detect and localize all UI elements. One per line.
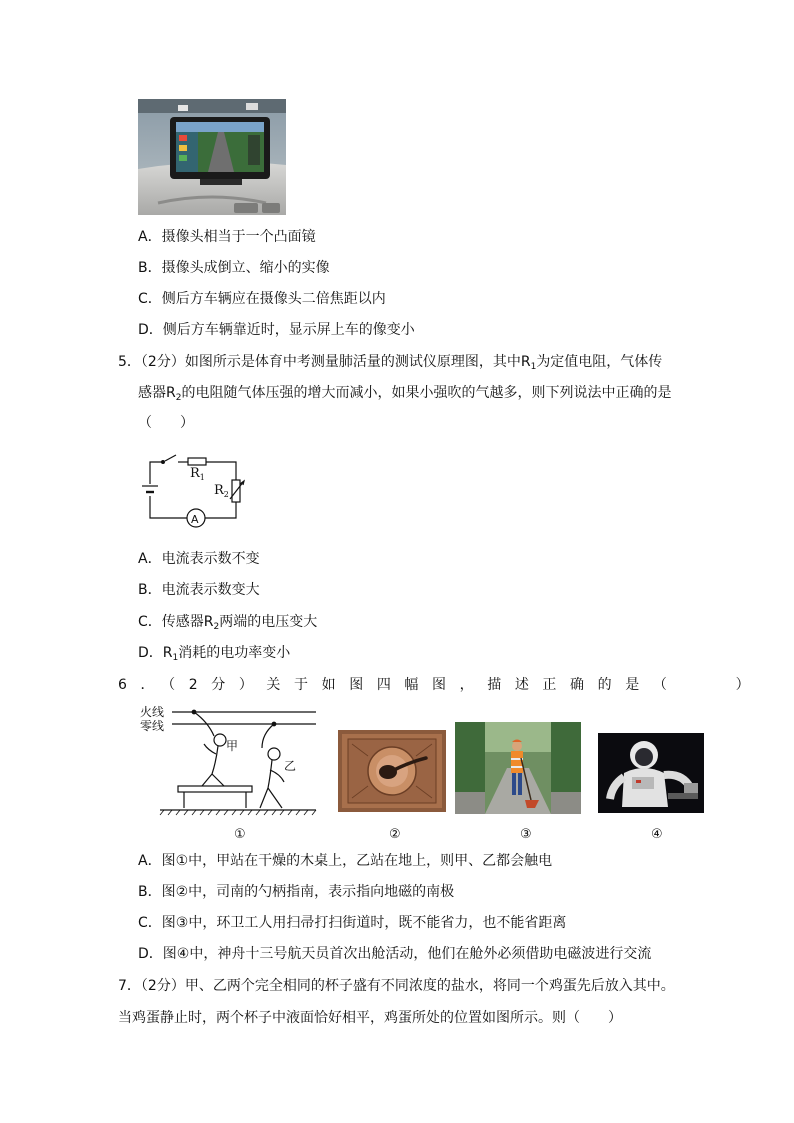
q5-text: 的电阻随气体压强的增大而减小，如果小强吹的气越多，则下列说法中正确的是 — [181, 385, 672, 401]
q5-text: 感器R — [138, 385, 176, 401]
q5-option-a: A．电流表示数不变 — [138, 551, 260, 567]
figure-1-label: ① — [234, 827, 246, 842]
q4-option-c: C．侧后方车辆应在摄像头二倍焦距以内 — [138, 291, 386, 307]
q5-option-c — [138, 612, 317, 637]
figure-4-astronaut — [598, 733, 704, 813]
subscript: 1 — [172, 653, 179, 663]
q5-text: 为定值电阻，气体传 — [536, 354, 663, 370]
live-wire-label: 火线 — [140, 705, 165, 719]
q5-option-d — [138, 643, 290, 668]
q6-option-a: A．图①中，甲站在干燥的木桌上，乙站在地上，则甲、乙都会触电 — [138, 853, 553, 869]
circuit-diagram — [138, 448, 258, 534]
q5-answer-blank: （ ） — [138, 415, 194, 431]
subscript: 2 — [175, 393, 182, 403]
option-text: D．R — [138, 645, 173, 661]
q5-option-b: B．电流表示数变大 — [138, 582, 260, 598]
q7-stem-line2: 当鸡蛋静止时，两个杯子中液面恰好相平，鸡蛋所处的位置如图所示。则（ ） — [118, 1010, 622, 1026]
q6-stem: 6．（2分）关于如图四幅图，描述正确的是（ ） — [118, 677, 764, 693]
ammeter-label: A — [191, 513, 199, 526]
q4-option-a: A．摄像头相当于一个凸面镜 — [138, 229, 316, 245]
figure-3-street-sweeper — [455, 722, 581, 814]
subscript: 1 — [530, 362, 537, 372]
person-yi-label: 乙 — [284, 759, 297, 773]
q7-stem-line1: 7．（2分）甲、乙两个完全相同的杯子盛有不同浓度的盐水，将同一个鸡蛋先后放入其中。 — [118, 978, 675, 994]
q5-stem-line1 — [118, 352, 662, 377]
q6-option-c: C．图③中，环卫工人用扫帚打扫街道时，既不能省力，也不能省距离 — [138, 915, 567, 931]
dashboard-camera-photo — [138, 99, 286, 215]
neutral-wire-label: 零线 — [140, 719, 165, 733]
q5-number: 5． — [118, 354, 141, 370]
q5-score: （2分） — [140, 354, 185, 370]
r1-label: $R_1$ — [190, 466, 205, 482]
figure-2-sinan-compass — [338, 730, 446, 812]
q5-text: 如图所示是体育中考测量肺活量的测试仪原理图，其中R — [184, 354, 531, 370]
option-text: 两端的电压变大 — [219, 614, 318, 630]
q4-option-b: B．摄像头成倒立、缩小的实像 — [138, 260, 330, 276]
q6-option-b: B．图②中，司南的勺柄指南，表示指向地磁的南极 — [138, 884, 455, 900]
figure-4-label: ④ — [651, 827, 663, 842]
figure-2-label: ② — [389, 827, 401, 842]
r2-label: $R_2$ — [214, 483, 229, 499]
q5-stem-line2 — [138, 383, 671, 408]
option-text: 消耗的电功率变小 — [178, 645, 291, 661]
q4-option-d: D．侧后方车辆靠近时，显示屏上车的像变小 — [138, 322, 415, 338]
subscript: 2 — [213, 622, 220, 632]
figure-1-electric-shock — [138, 700, 318, 816]
person-jia-label: 甲 — [226, 739, 239, 753]
q6-option-d: D．图④中，神舟十三号航天员首次出舱活动，他们在舱外必须借助电磁波进行交流 — [138, 946, 652, 962]
option-text: C．传感器R — [138, 614, 214, 630]
figure-3-label: ③ — [520, 827, 532, 842]
